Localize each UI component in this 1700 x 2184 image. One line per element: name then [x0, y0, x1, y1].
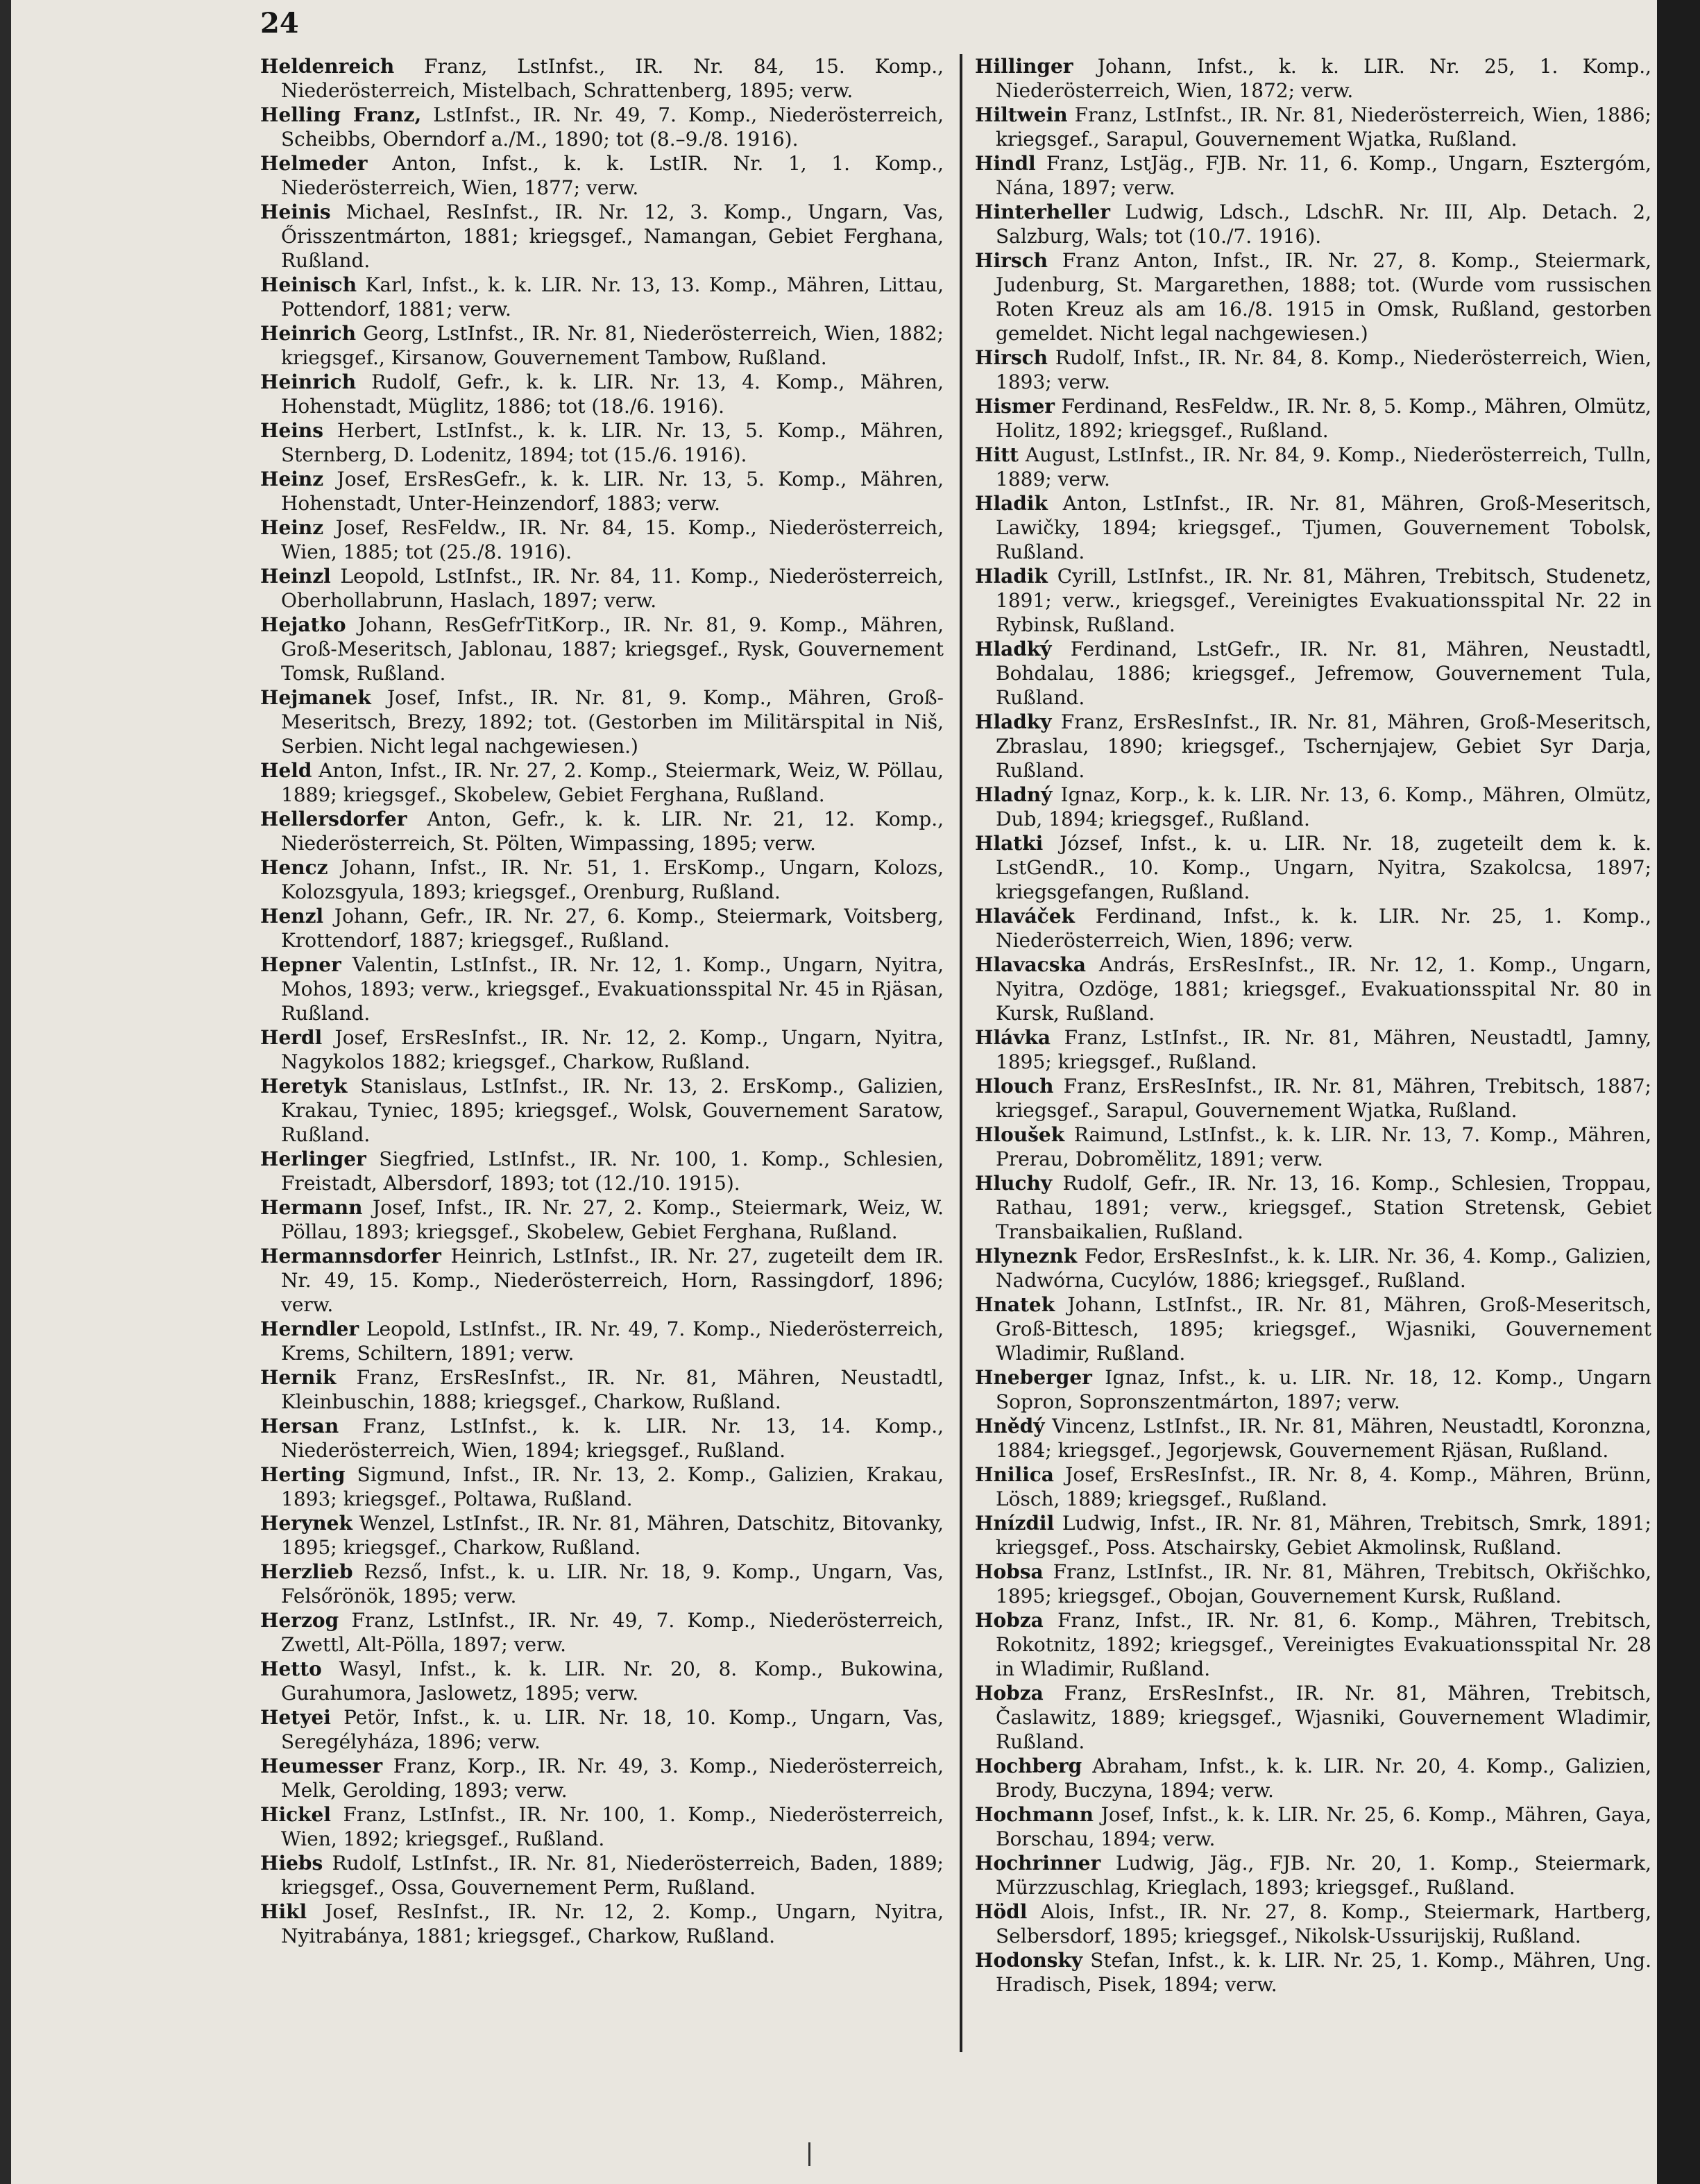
- entry-details: Anton, LstInfst., IR. Nr. 81, Mähren, Groß-Meseritsch, Lawičky, 1894; kriegsgef., Tjumen, Gouvernement Tobolsk, Rußland.: [996, 492, 1651, 563]
- list-entry: [975, 1293, 1651, 1365]
- list-entry: [975, 564, 1651, 637]
- list-entry: [975, 1681, 1651, 1754]
- entry-surname: Heretyk: [260, 1075, 348, 1098]
- entry-surname: Heinz: [260, 468, 324, 490]
- entry-details: Rudolf, LstInfst., IR. Nr. 81, Niederösterreich, Baden, 1889; kriegsgef., Ossa, Gouvernement Perm, Rußland.: [281, 1852, 944, 1899]
- entry-surname: Helling Franz,: [260, 103, 422, 126]
- entry-details: Josef, ResInfst., IR. Nr. 12, 2. Komp., Ungarn, Nyitra, Nyitrabánya, 1881; kriegsgef., Charkow, Rußland.: [281, 1900, 944, 1947]
- entry-details: Franz, LstInfst., IR. Nr. 81, Niederösterreich, Wien, 1886; kriegsgef., Sarapul, Gouvernement Wjatka, Rußland.: [996, 103, 1651, 151]
- entry-details: Ignaz, Infst., k. u. LIR. Nr. 18, 12. Komp., Ungarn Sopron, Sopronszentmárton, 1897; verw.: [996, 1366, 1651, 1413]
- list-entry: [260, 1025, 944, 1074]
- entry-details: Franz, LstInfst., IR. Nr. 49, 7. Komp., Niederösterreich, Zwettl, Alt-Pölla, 1897; verw.: [281, 1609, 944, 1656]
- entry-surname: Hermann: [260, 1196, 363, 1219]
- entry-surname: Hillinger: [975, 55, 1073, 78]
- entry-surname: Heinisch: [260, 273, 357, 296]
- list-entry: [975, 1511, 1651, 1560]
- entry-details: Franz, Infst., IR. Nr. 81, 6. Komp., Mähren, Trebitsch, Rokotnitz, 1892; kriegsgef., Vereinigtes Evakuationsspital Nr. 28 in Wladimir, Rußland.: [996, 1609, 1651, 1680]
- entry-details: Franz, Korp., IR. Nr. 49, 3. Komp., Niederösterreich, Melk, Gerolding, 1893; verw.: [281, 1755, 944, 1802]
- list-entry: [260, 1851, 944, 1900]
- entry-surname: Hirsch: [975, 249, 1048, 272]
- entry-details: Wenzel, LstInfst., IR. Nr. 81, Mähren, Datschitz, Bitovanky, 1895; kriegsgef., Charkow, Rußland.: [281, 1512, 944, 1559]
- entry-details: Josef, ResFeldw., IR. Nr. 84, 15. Komp., Niederösterreich, Wien, 1885; tot (25./8. 1916).: [281, 516, 944, 563]
- entry-details: Josef, ErsResInfst., IR. Nr. 8, 4. Komp., Mähren, Brünn, Lösch, 1889; kriegsgef., Rußland.: [996, 1463, 1651, 1510]
- list-entry: [260, 1074, 944, 1147]
- entry-details: Heinrich, LstInfst., IR. Nr. 27, zugeteilt dem IR. Nr. 49, 15. Komp., Niederösterreich, Horn, Rassingdorf, 1896; verw.: [281, 1245, 944, 1316]
- entry-details: Josef, ErsResInfst., IR. Nr. 12, 2. Komp., Ungarn, Nyitra, Nagykolos 1882; kriegsgef., Charkow, Rußland.: [281, 1026, 944, 1073]
- entry-details: LstInfst., IR. Nr. 49, 7. Komp., Niederösterreich, Scheibbs, Oberndorf a./M., 1890; tot (8.–9./8. 1916).: [281, 103, 944, 151]
- entry-details: Georg, LstInfst., IR. Nr. 81, Niederösterreich, Wien, 1882; kriegsgef., Kirsanow, Gouvernement Tambow, Rußland.: [281, 322, 944, 369]
- entry-surname: Hlavacska: [975, 953, 1087, 976]
- entry-surname: Hirsch: [975, 346, 1048, 369]
- list-entry: [260, 1754, 944, 1802]
- entry-details: Abraham, Infst., k. k. LIR. Nr. 20, 4. Komp., Galizien, Brody, Buczyna, 1894; verw.: [996, 1755, 1651, 1802]
- entry-surname: Hindl: [975, 152, 1036, 175]
- entry-surname: Hlyneznk: [975, 1245, 1078, 1268]
- entry-details: Rudolf, Infst., IR. Nr. 84, 8. Komp., Niederösterreich, Wien, 1893; verw.: [996, 346, 1651, 393]
- entry-surname: Hepner: [260, 953, 341, 976]
- entry-surname: Hellersdorfer: [260, 808, 407, 830]
- entry-details: Raimund, LstInfst., k. k. LIR. Nr. 13, 7. Komp., Mähren, Prerau, Dobromělitz, 1891; verw.: [996, 1123, 1651, 1170]
- list-entry: [975, 1414, 1651, 1462]
- entry-surname: Hochberg: [975, 1755, 1082, 1777]
- list-entry: [260, 685, 944, 758]
- entry-details: Josef, Infst., IR. Nr. 27, 2. Komp., Steiermark, Weiz, W. Pöllau, 1893; kriegsgef., Skobelew, Gebiet Ferghana, Rußland.: [281, 1196, 944, 1243]
- list-entry: [975, 1754, 1651, 1802]
- entry-details: Alois, Infst., IR. Nr. 27, 8. Komp., Steiermark, Hartberg, Selbersdorf, 1895; kriegsgef., Nikolsk-Ussurijskij, Rußland.: [996, 1900, 1651, 1947]
- entry-details: Franz, LstJäg., FJB. Nr. 11, 6. Komp., Ungarn, Esztergóm, Nána, 1897; verw.: [996, 152, 1651, 199]
- page-number: 24: [260, 7, 299, 40]
- list-entry: [975, 394, 1651, 443]
- right-column: [975, 54, 1651, 1997]
- entry-surname: Hobsa: [975, 1560, 1044, 1583]
- entry-surname: Hobza: [975, 1682, 1044, 1705]
- list-entry: [975, 1900, 1651, 1948]
- entry-details: Wasyl, Infst., k. k. LIR. Nr. 20, 8. Komp., Bukowina, Gurahumora, Jaslowetz, 1895; verw.: [281, 1657, 944, 1705]
- list-entry: [260, 1802, 944, 1851]
- left-column: [260, 54, 944, 1948]
- entry-details: Ferdinand, Infst., k. k. LIR. Nr. 25, 1. Komp., Niederösterreich, Wien, 1896; verw.: [996, 905, 1651, 952]
- list-entry: [975, 1608, 1651, 1681]
- entry-surname: Hnědý: [975, 1415, 1045, 1437]
- list-entry: [260, 1147, 944, 1195]
- entry-surname: Herting: [260, 1463, 346, 1486]
- entry-surname: Herzlieb: [260, 1560, 353, 1583]
- entry-details: Anton, Gefr., k. k. LIR. Nr. 21, 12. Komp., Niederösterreich, St. Pölten, Wimpassing, 1895; verw.: [281, 808, 944, 855]
- entry-details: Johann, Infst., k. k. LIR. Nr. 25, 1. Komp., Niederösterreich, Wien, 1872; verw.: [996, 55, 1651, 102]
- entry-surname: Hnilica: [975, 1463, 1054, 1486]
- list-entry: [975, 637, 1651, 710]
- entry-details: Josef, ErsResGefr., k. k. LIR. Nr. 13, 5. Komp., Mähren, Hohenstadt, Unter-Heinzendorf, 1883; verw.: [281, 468, 944, 515]
- entry-surname: Hejatko: [260, 613, 346, 636]
- list-entry: [260, 564, 944, 613]
- list-entry: [975, 54, 1651, 103]
- list-entry: [260, 1608, 944, 1657]
- entry-surname: Heinrich: [260, 370, 357, 393]
- entry-details: Franz, ErsResInfst., IR. Nr. 81, Mähren, Trebitsch, 1887; kriegsgef., Sarapul, Gouvernement Wjatka, Rußland.: [996, 1075, 1651, 1122]
- entry-details: Rezső, Infst., k. u. LIR. Nr. 18, 9. Komp., Ungarn, Vas, Felsőrönök, 1895; verw.: [281, 1560, 944, 1607]
- entry-details: Ferdinand, LstGefr., IR. Nr. 81, Mähren, Neustadtl, Bohdalau, 1886; kriegsgef., Jefremow, Gouvernement Tula, Rußland.: [996, 638, 1651, 709]
- entry-surname: Hiebs: [260, 1852, 323, 1875]
- entry-details: Franz Anton, Infst., IR. Nr. 27, 8. Komp., Steiermark, Judenburg, St. Margarethen, 1888; tot. (Wurde vom russischen Roten Kreuz als am 16./8. 1915 in Omsk, Rußland, gestorben gemeldet. Nicht legal nachgewiesen.): [996, 249, 1651, 345]
- entry-surname: Hinterheller: [975, 201, 1110, 223]
- entry-surname: Hlouch: [975, 1075, 1054, 1098]
- list-entry: [260, 1317, 944, 1365]
- list-entry: [260, 151, 944, 200]
- list-entry: [260, 103, 944, 151]
- entry-details: Franz, ErsResInfst., IR. Nr. 81, Mähren, Groß-Meseritsch, Zbraslau, 1890; kriegsgef., Tschernjajew, Gebiet Syr Darja, Rußland.: [996, 710, 1651, 782]
- entry-surname: Hetto: [260, 1657, 322, 1680]
- list-entry: [975, 1851, 1651, 1900]
- entry-surname: Hejmanek: [260, 686, 371, 709]
- entry-surname: Hladký: [975, 638, 1052, 660]
- entry-surname: Hladky: [975, 710, 1052, 733]
- entry-surname: Hitt: [975, 443, 1019, 466]
- list-entry: [260, 200, 944, 273]
- entry-details: Ferdinand, ResFeldw., IR. Nr. 8, 5. Komp., Mähren, Olmütz, Holitz, 1892; kriegsgef., Rußland.: [996, 395, 1651, 442]
- entry-details: Franz, ErsResInfst., IR. Nr. 81, Mähren, Neustadtl, Kleinbuschin, 1888; kriegsgef., Charkow, Rußland.: [281, 1366, 944, 1413]
- footer-mark: [808, 2142, 810, 2166]
- entry-details: Anton, Infst., IR. Nr. 27, 2. Komp., Steiermark, Weiz, W. Pöllau, 1889; kriegsgef., Skobelew, Gebiet Ferghana, Rußland.: [281, 759, 944, 806]
- entry-surname: Hickel: [260, 1803, 331, 1826]
- entry-surname: Hloušek: [975, 1123, 1065, 1146]
- entry-surname: Hencz: [260, 856, 328, 879]
- list-entry: [975, 1802, 1651, 1851]
- list-entry: [260, 855, 944, 904]
- entry-surname: Hobza: [975, 1609, 1044, 1632]
- entry-surname: Hiltwein: [975, 103, 1068, 126]
- entry-details: József, Infst., k. u. LIR. Nr. 18, zugeteilt dem k. k. LstGendR., 10. Komp., Ungarn, Nyitra, Szakolcsa, 1897; kriegsgefangen, Rußland.: [996, 832, 1651, 903]
- list-entry: [975, 904, 1651, 953]
- entry-surname: Hneberger: [975, 1366, 1092, 1389]
- entry-details: Ludwig, Ldsch., LdschR. Nr. III, Alp. Detach. 2, Salzburg, Wals; tot (10./7. 1916).: [996, 201, 1651, 248]
- list-entry: [260, 515, 944, 564]
- entry-details: Ludwig, Jäg., FJB. Nr. 20, 1. Komp., Steiermark, Mürzzuschlag, Krieglach, 1893; kriegsgef., Rußland.: [996, 1852, 1651, 1899]
- list-entry: [975, 345, 1651, 394]
- list-entry: [975, 1025, 1651, 1074]
- list-entry: [975, 783, 1651, 831]
- entry-surname: Hladný: [975, 783, 1053, 806]
- entry-details: Franz, LstInfst., IR. Nr. 84, 15. Komp., Niederösterreich, Mistelbach, Schrattenberg, 1895; verw.: [281, 55, 944, 102]
- list-entry: [260, 467, 944, 515]
- entry-details: August, LstInfst., IR. Nr. 84, 9. Komp., Niederösterreich, Tulln, 1889; verw.: [996, 443, 1651, 490]
- entry-surname: Hochrinner: [975, 1852, 1101, 1875]
- entry-surname: Heinzl: [260, 565, 331, 588]
- list-entry: [260, 613, 944, 685]
- list-entry: [975, 710, 1651, 783]
- list-entry: [975, 248, 1651, 345]
- list-entry: [260, 54, 944, 103]
- entry-surname: Heins: [260, 419, 324, 442]
- entry-surname: Hnízdil: [975, 1512, 1055, 1535]
- list-entry: [260, 807, 944, 855]
- entry-surname: Heinis: [260, 201, 331, 223]
- list-entry: [975, 443, 1651, 491]
- entry-surname: Heinrich: [260, 322, 357, 345]
- entry-surname: Henzl: [260, 905, 324, 928]
- list-entry: [975, 103, 1651, 151]
- scan-edge-right: [1657, 0, 1700, 2184]
- list-entry: [975, 1074, 1651, 1123]
- entry-surname: Hodonsky: [975, 1949, 1083, 1972]
- entry-details: Johann, Infst., IR. Nr. 51, 1. ErsKomp., Ungarn, Kolozs, Kolozsgyula, 1893; kriegsgef., Orenburg, Rußland.: [281, 856, 944, 903]
- entry-details: Leopold, LstInfst., IR. Nr. 49, 7. Komp., Niederösterreich, Krems, Schiltern, 1891; verw.: [281, 1317, 944, 1365]
- list-entry: [975, 1123, 1651, 1171]
- entry-surname: Hernik: [260, 1366, 337, 1389]
- entry-details: Rudolf, Gefr., k. k. LIR. Nr. 13, 4. Komp., Mähren, Hohenstadt, Müglitz, 1886; tot (18./6. 1916).: [281, 370, 944, 418]
- entry-details: Cyrill, LstInfst., IR. Nr. 81, Mähren, Trebitsch, Studenetz, 1891; verw., kriegsgef., Vereinigtes Evakuationsspital Nr. 22 in Rybinsk, Rußland.: [996, 565, 1651, 636]
- entry-surname: Heldenreich: [260, 55, 395, 78]
- entry-details: Johann, Gefr., IR. Nr. 27, 6. Komp., Steiermark, Voitsberg, Krottendorf, 1887; kriegsgef., Rußland.: [281, 905, 944, 952]
- list-entry: [260, 758, 944, 807]
- entry-details: Johann, ResGefrTitKorp., IR. Nr. 81, 9. Komp., Mähren, Groß-Meseritsch, Jablonau, 1887; kriegsgef., Rysk, Gouvernement Tomsk, Rußland.: [281, 613, 944, 685]
- entry-surname: Hnatek: [975, 1293, 1055, 1316]
- list-entry: [260, 370, 944, 418]
- list-entry: [975, 1462, 1651, 1511]
- entry-details: Petör, Infst., k. u. LIR. Nr. 18, 10. Komp., Ungarn, Vas, Seregélyháza, 1896; verw.: [281, 1706, 944, 1753]
- entry-details: Karl, Infst., k. k. LIR. Nr. 13, 13. Komp., Mähren, Littau, Pottendorf, 1881; verw.: [281, 273, 944, 321]
- entry-surname: Hikl: [260, 1900, 307, 1923]
- entry-surname: Helmeder: [260, 152, 368, 175]
- scan-edge-left: [0, 0, 11, 2184]
- list-entry: [260, 273, 944, 321]
- entry-details: Stanislaus, LstInfst., IR. Nr. 13, 2. ErsKomp., Galizien, Krakau, Tyniec, 1895; kriegsgef., Wolsk, Gouvernement Saratow, Rußland.: [281, 1075, 944, 1146]
- entry-details: Vincenz, LstInfst., IR. Nr. 81, Mähren, Neustadtl, Koronzna, 1884; kriegsgef., Jegorjewsk, Gouvernement Rjäsan, Rußland.: [996, 1415, 1651, 1462]
- list-entry: [260, 1900, 944, 1948]
- entry-details: Herbert, LstInfst., k. k. LIR. Nr. 13, 5. Komp., Mähren, Sternberg, D. Lodenitz, 1894; tot (15./6. 1916).: [281, 419, 944, 466]
- entry-details: Leopold, LstInfst., IR. Nr. 84, 11. Komp., Niederösterreich, Oberhollabrunn, Haslach, 1897; verw.: [281, 565, 944, 612]
- entry-details: Michael, ResInfst., IR. Nr. 12, 3. Komp., Ungarn, Vas, Őrisszentmárton, 1881; kriegsgef., Namangan, Gebiet Ferghana, Rußland.: [281, 201, 944, 272]
- entry-surname: Hlávka: [975, 1026, 1051, 1049]
- list-entry: [975, 1171, 1651, 1244]
- entry-details: Anton, Infst., k. k. LstIR. Nr. 1, 1. Komp., Niederösterreich, Wien, 1877; verw.: [281, 152, 944, 199]
- entry-surname: Hochmann: [975, 1803, 1094, 1826]
- list-entry: [975, 151, 1651, 200]
- entry-details: Sigmund, Infst., IR. Nr. 13, 2. Komp., Galizien, Krakau, 1893; kriegsgef., Poltawa, Rußland.: [281, 1463, 944, 1510]
- entry-surname: Hladik: [975, 565, 1048, 588]
- list-entry: [260, 1244, 944, 1317]
- entry-surname: Herynek: [260, 1512, 352, 1535]
- entry-surname: Heumesser: [260, 1755, 383, 1777]
- entry-surname: Hlatki: [975, 832, 1044, 855]
- entry-details: Josef, Infst., IR. Nr. 81, 9. Komp., Mähren, Groß-Meseritsch, Brezy, 1892; tot. (Gestorben im Militärspital in Niš, Serbien. Nicht legal nachgewiesen.): [281, 686, 944, 758]
- entry-surname: Hetyei: [260, 1706, 331, 1729]
- entry-surname: Heinz: [260, 516, 324, 539]
- entry-surname: Herdl: [260, 1026, 323, 1049]
- list-entry: [260, 904, 944, 953]
- list-entry: [975, 1560, 1651, 1608]
- entry-surname: Hersan: [260, 1415, 339, 1437]
- entry-details: Ludwig, Infst., IR. Nr. 81, Mähren, Trebitsch, Smrk, 1891; kriegsgef., Poss. Atschairsky, Gebiet Akmolinsk, Rußland.: [996, 1512, 1651, 1559]
- entry-details: Fedor, ErsResInfst., k. k. LIR. Nr. 36, 4. Komp., Galizien, Nadwórna, Cucylów, 1886; kriegsgef., Rußland.: [996, 1245, 1651, 1292]
- list-entry: [260, 1560, 944, 1608]
- entry-surname: Herlinger: [260, 1148, 366, 1170]
- list-entry: [260, 1657, 944, 1705]
- column-divider: [960, 54, 962, 2052]
- list-entry: [975, 831, 1651, 904]
- entry-details: Rudolf, Gefr., IR. Nr. 13, 16. Komp., Schlesien, Troppau, Rathau, 1891; verw., kriegsgef., Station Stretensk, Gebiet Transbaikalien, Rußland.: [996, 1172, 1651, 1243]
- entry-details: Johann, LstInfst., IR. Nr. 81, Mähren, Groß-Meseritsch, Groß-Bittesch, 1895; kriegsgef., Wjasniki, Gouvernement Wladimir, Rußland.: [996, 1293, 1651, 1365]
- list-entry: [260, 1195, 944, 1244]
- entry-details: Ignaz, Korp., k. k. LIR. Nr. 13, 6. Komp., Mähren, Olmütz, Dub, 1894; kriegsgef., Rußland.: [996, 783, 1651, 830]
- list-entry: [975, 953, 1651, 1025]
- list-entry: [975, 1948, 1651, 1997]
- list-entry: [260, 321, 944, 370]
- entry-details: Franz, LstInfst., k. k. LIR. Nr. 13, 14. Komp., Niederösterreich, Wien, 1894; kriegsgef., Rußland.: [281, 1415, 944, 1462]
- entry-details: Franz, ErsResInfst., IR. Nr. 81, Mähren, Trebitsch, Časlawitz, 1889; kriegsgef., Wjasniki, Gouvernement Wladimir, Rußland.: [996, 1682, 1651, 1753]
- entry-details: Franz, LstInfst., IR. Nr. 100, 1. Komp., Niederösterreich, Wien, 1892; kriegsgef., Rußland.: [281, 1803, 944, 1850]
- entry-details: Siegfried, LstInfst., IR. Nr. 100, 1. Komp., Schlesien, Freistadt, Albersdorf, 1893; tot (12./10. 1915).: [281, 1148, 944, 1195]
- entry-surname: Hladik: [975, 492, 1048, 515]
- list-entry: [260, 1462, 944, 1511]
- entry-surname: Hermannsdorfer: [260, 1245, 441, 1268]
- entry-details: Franz, LstInfst., IR. Nr. 81, Mähren, Neustadtl, Jamny, 1895; kriegsgef., Rußland.: [996, 1026, 1651, 1073]
- entry-surname: Hlaváček: [975, 905, 1075, 928]
- list-entry: [975, 200, 1651, 248]
- entry-surname: Hödl: [975, 1900, 1028, 1923]
- entry-details: András, ErsResInfst., IR. Nr. 12, 1. Komp., Ungarn, Nyitra, Ozdöge, 1881; kriegsgef., Evakuationsspital Nr. 80 in Kursk, Rußland.: [996, 953, 1651, 1025]
- entry-details: Valentin, LstInfst., IR. Nr. 12, 1. Komp., Ungarn, Nyitra, Mohos, 1893; verw., kriegsgef., Evakuationsspital Nr. 45 in Rjäsan, Rußland.: [281, 953, 944, 1025]
- entry-details: Franz, LstInfst., IR. Nr. 81, Mähren, Trebitsch, Okřišchko, 1895; kriegsgef., Obojan, Gouvernement Kursk, Rußland.: [996, 1560, 1651, 1607]
- entry-surname: Hismer: [975, 395, 1055, 418]
- entry-surname: Herndler: [260, 1317, 359, 1340]
- entry-surname: Herzog: [260, 1609, 339, 1632]
- list-entry: [260, 953, 944, 1025]
- list-entry: [260, 1511, 944, 1560]
- entry-details: Stefan, Infst., k. k. LIR. Nr. 25, 1. Komp., Mähren, Ung. Hradisch, Pisek, 1894; verw.: [996, 1949, 1651, 1996]
- list-entry: [260, 1365, 944, 1414]
- list-entry: [260, 418, 944, 467]
- entry-surname: Hluchy: [975, 1172, 1053, 1195]
- list-entry: [975, 1365, 1651, 1414]
- entry-surname: Held: [260, 759, 312, 782]
- list-entry: [260, 1414, 944, 1462]
- entry-details: Josef, Infst., k. k. LIR. Nr. 25, 6. Komp., Mähren, Gaya, Borschau, 1894; verw.: [996, 1803, 1651, 1850]
- list-entry: [975, 1244, 1651, 1293]
- list-entry: [975, 491, 1651, 564]
- list-entry: [260, 1705, 944, 1754]
